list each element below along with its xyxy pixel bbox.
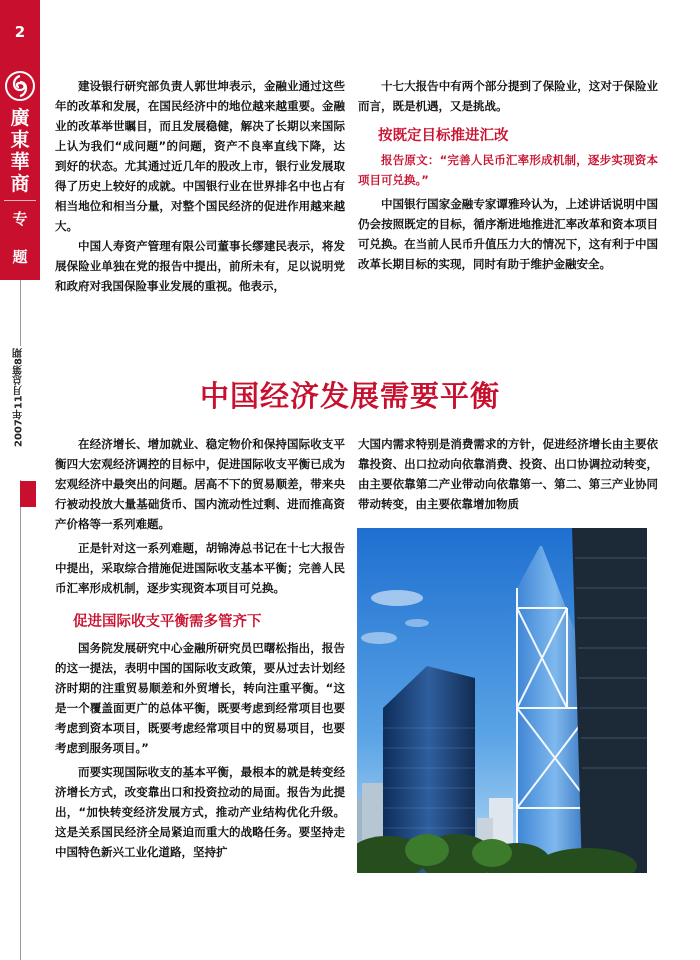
paragraph: 建设银行研究部负责人郭世坤表示，金融业通过这些年的改革和发展，在国民经济中的地位越来越重要。金融业的改革举世瞩目，而且发展稳健，解决了长期以来国际上认为我们“成问题”的问题，资产不良率直线下降，达到好的状态。尤其通过近几年的股改上市，银行业发展取得了历史上较好的成就。中国银行业在世界排名中也占有相当地位和相当分量，对整个国民经济的促进作用越来越大。 (55, 79, 345, 233)
paragraph: 而要实现国际收支的基本平衡，最根本的就是转变经济增长方式，改变靠出口和投资拉动的局面。报告为此提出，“加快转变经济发展方式，推动产业结构优化升级。这是关系国民经济全局紧迫而重大的战略任务。要坚持走中国特色新兴工业化道路，坚持扩 (55, 765, 345, 859)
sidebar-band (0, 64, 40, 280)
top-left-column (55, 76, 345, 296)
section-char-2: 题 (12, 248, 28, 266)
paragraph: 大国内需求特别是消费需求的方针，促进经济增长由主要依靠投资、出口拉动向依靠消费、投资、出口协调拉动转变，由主要依靠第二产业带动向依靠第一、第二、第三产业协同带动转变，由主要依靠增加物质 (358, 437, 658, 511)
paragraph: 中国人寿资产管理有限公司董事长缪建民表示，将发展保险业单独在党的报告中提出，前所未有，足以说明党和政府对我国保险事业发展的重视。他表示， (55, 239, 345, 293)
brand-char-1: 廣 (10, 107, 30, 129)
paragraph: 正是针对这一系列难题，胡锦涛总书记在十七大报告中提出，采取综合措施促进国际收支基本平衡；完善人民币汇率形成机制，逐步实现资本项目可兑换。 (55, 541, 345, 595)
sidebar-marker (20, 481, 36, 507)
top-right-column (358, 76, 658, 274)
sidebar-divider (4, 200, 36, 201)
subheading: 促进国际收支平衡需多管齐下 (73, 614, 262, 630)
paragraph: 十七大报告中有两个部分提到了保险业，这对于保险业而言，既是机遇，又是挑战。 (358, 79, 658, 113)
quote-text: “完善人民币汇率形成机制，逐步实现资本项目可兑换。” (358, 153, 658, 187)
paragraph: 在经济增长、增加就业、稳定物价和保持国际收支平衡四大宏观经济调控的目标中，促进国际收支平衡已成为宏观经济中最突出的问题。居高不下的贸易顺差，带来央行被动投放大量基础货币、国内流动性过剩、进而推高资产价格等一系列难题。 (55, 437, 345, 531)
paragraph: 国务院发展研究中心金融所研究员巴曙松指出，报告的这一提法，表明中国的国际收支政策，要从过去计划经济时期的注重贸易顺差和外贸增长，转向注重平衡。“这是一个覆盖面更广的总体平衡，既要考虑到经常项目也要考虑到资本项目，既要考虑经常项目中的贸易项目，也要考虑到服务项目。” (55, 641, 345, 755)
brand-char-4: 商 (10, 173, 30, 195)
skyline-image (357, 528, 647, 873)
issue-date: 2007年11月 (13, 384, 25, 447)
report-quote (358, 150, 658, 190)
issue-total: 总第8期 (13, 348, 25, 385)
article-right-column (358, 434, 658, 514)
skyscraper-photo (357, 528, 647, 873)
quote-label: 报告原文： (381, 153, 440, 167)
article-title: 中国经济发展需要平衡 (199, 379, 500, 413)
page-number: 2 (0, 0, 40, 64)
brand-char-2: 東 (10, 129, 30, 151)
subheading: 按既定目标推进汇改 (378, 128, 509, 144)
brand-char-3: 華 (10, 151, 30, 173)
brand-logo-icon (4, 70, 36, 102)
article-left-column (55, 434, 345, 862)
section-char-1: 专 (12, 210, 28, 228)
paragraph: 中国银行国家金融专家谭雅玲认为，上述讲话说明中国仍会按照既定的目标，循序渐进地推进汇率改革和资本项目可兑换。在当前人民币升值压力大的情况下，这有利于中国改革长期目标的实现，同时有助于维护金融安全。 (358, 197, 658, 271)
